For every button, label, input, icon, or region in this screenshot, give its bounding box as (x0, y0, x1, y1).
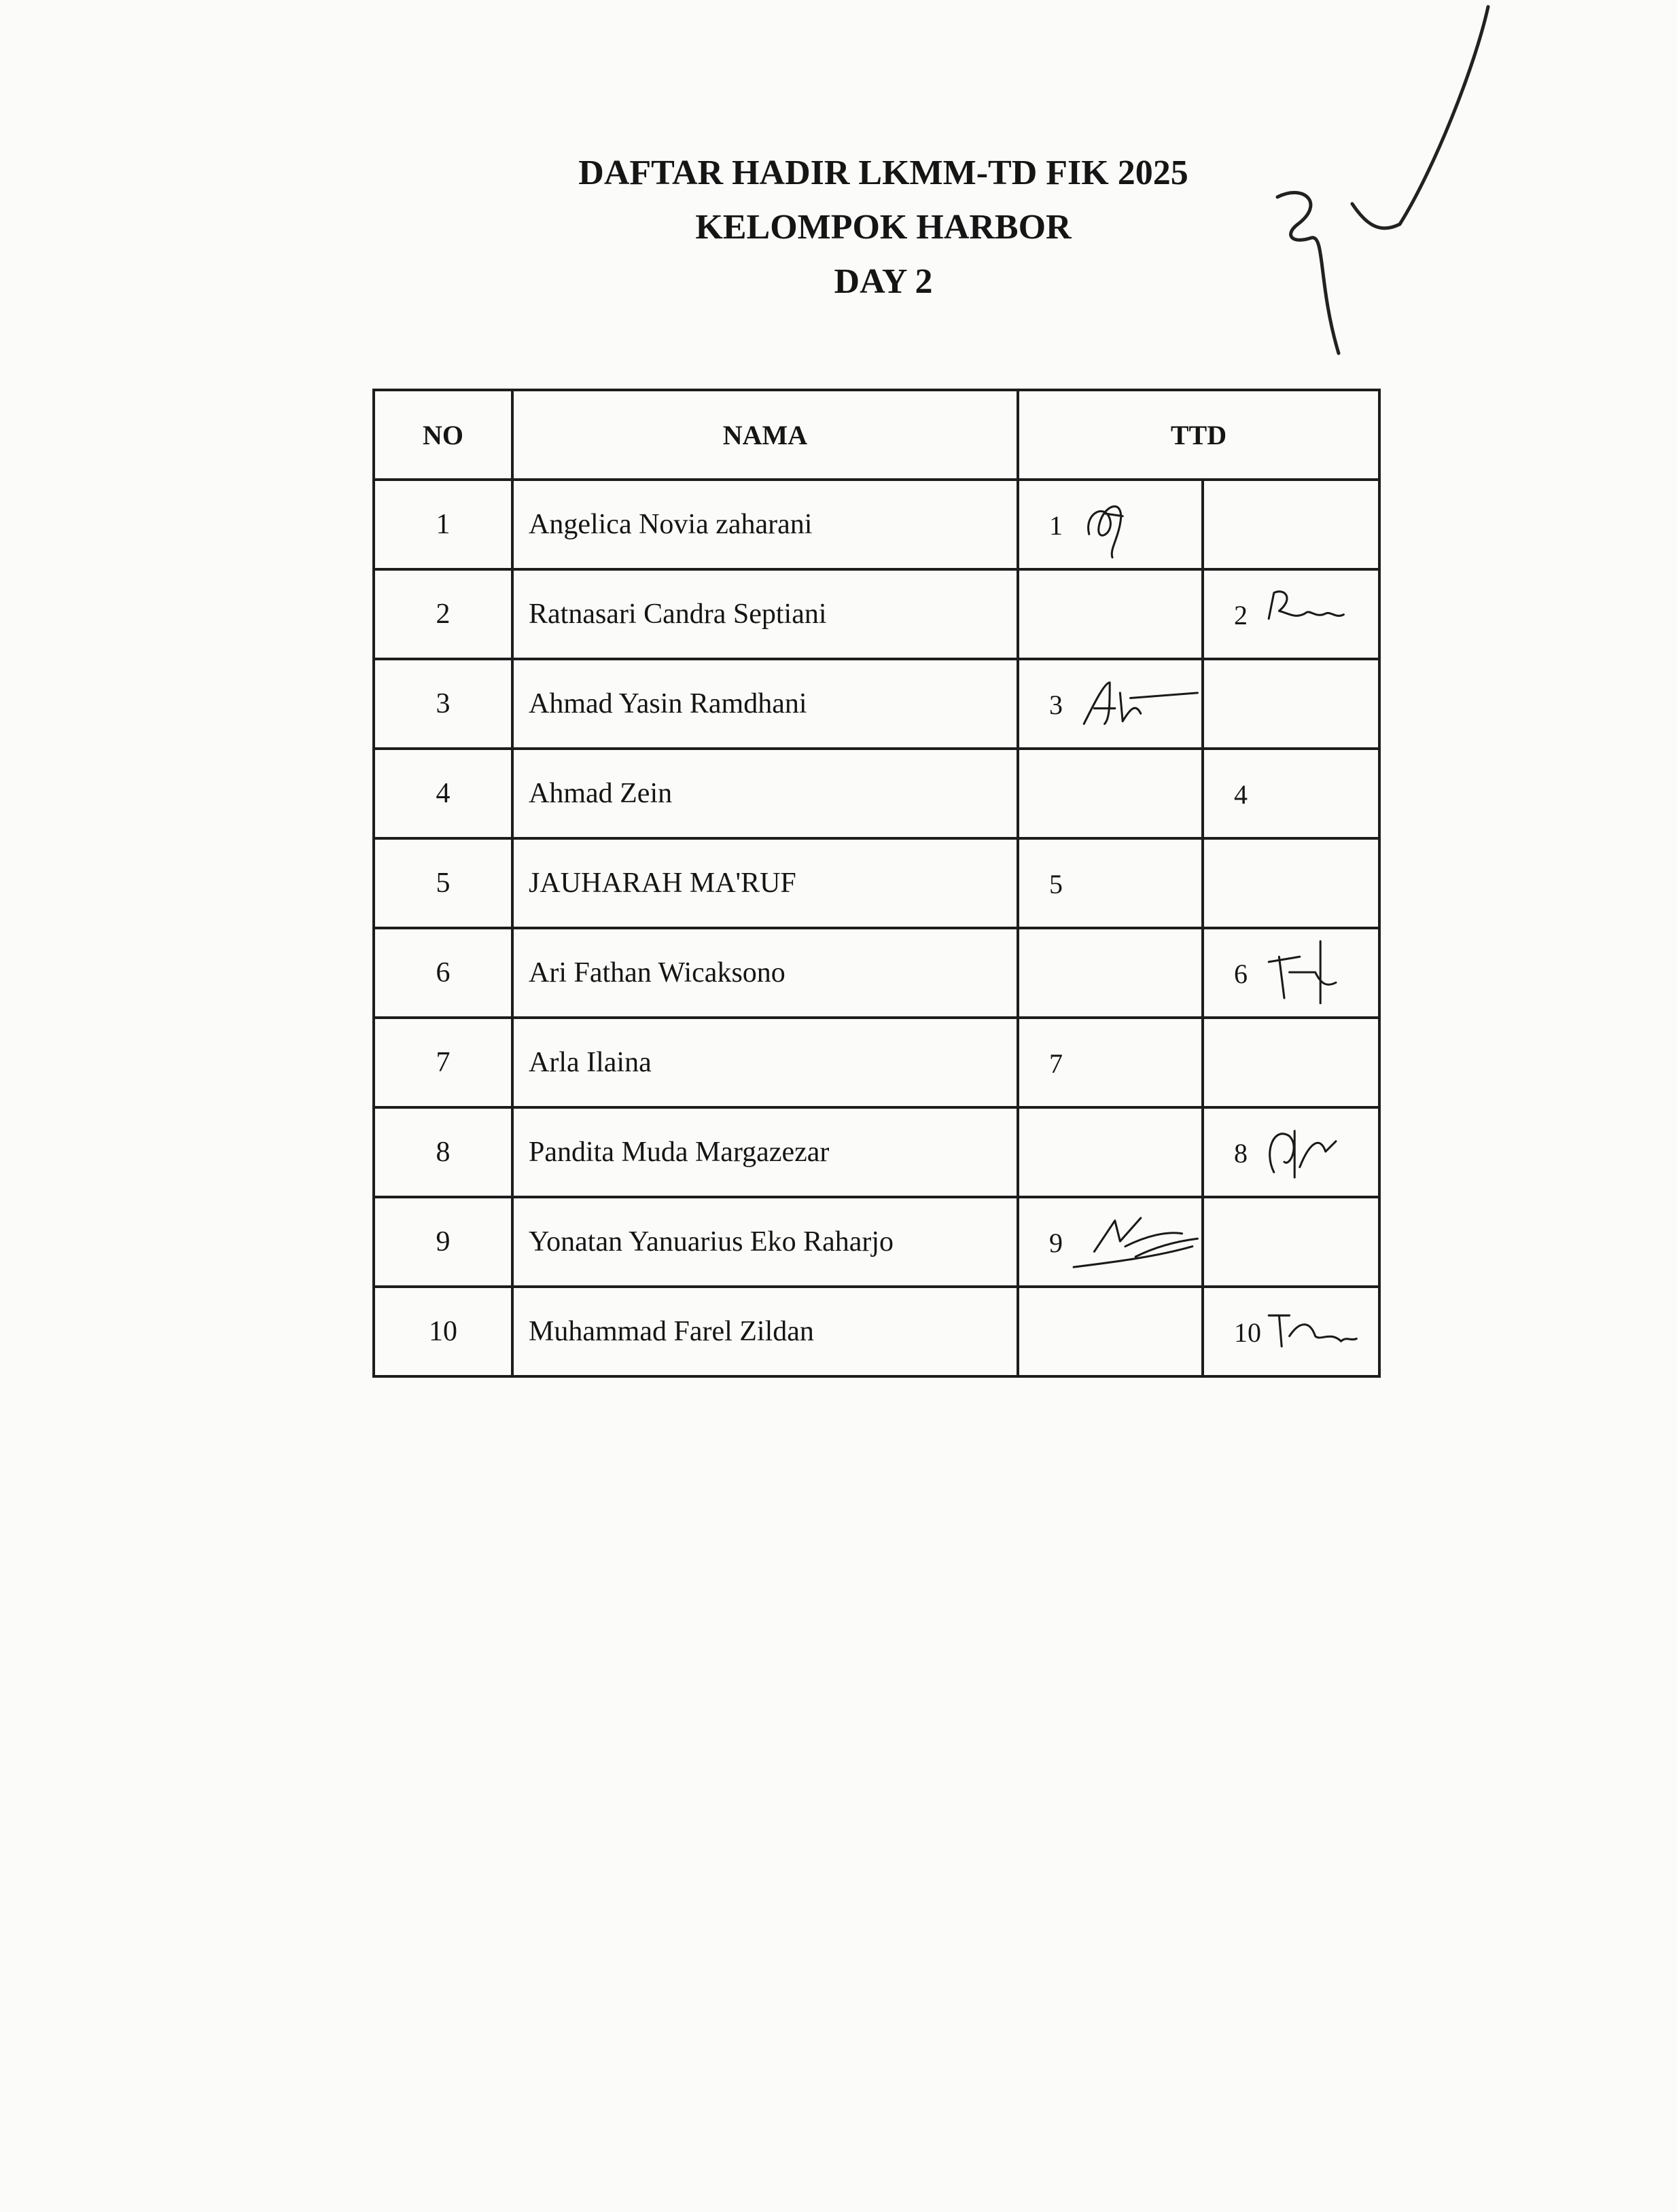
header-ttd: TTD (1018, 390, 1379, 480)
signature-cell-right (1203, 659, 1379, 749)
signature-cell-right (1203, 838, 1379, 928)
signature-number: 5 (1049, 869, 1063, 899)
row-number: 7 (374, 1018, 512, 1107)
row-number: 8 (374, 1107, 512, 1197)
handwritten-signature (1074, 485, 1203, 565)
signature-cell-left (1018, 749, 1203, 838)
participant-name: Muhammad Farel Zildan (512, 1287, 1018, 1376)
signature-number: 7 (1049, 1048, 1063, 1079)
title-line-3: DAY 2 (834, 262, 933, 301)
signature-cell-left (1018, 1197, 1203, 1287)
signature-cell-left (1018, 569, 1203, 659)
signature-number: 6 (1234, 959, 1248, 989)
row-number: 5 (374, 838, 512, 928)
signature-cell-left (1018, 659, 1203, 749)
signature-cell-right (1203, 480, 1379, 569)
participant-name: Ahmad Zein (512, 749, 1018, 838)
signature-number: 2 (1234, 600, 1248, 630)
signature-cell-right (1203, 1197, 1379, 1287)
table-row (374, 838, 1379, 928)
header-no: NO (374, 390, 512, 480)
handwritten-signature (1258, 575, 1388, 655)
participant-name: Yonatan Yanuarius Eko Raharjo (512, 1197, 1018, 1287)
handwritten-signature (1258, 1292, 1388, 1372)
signature-number: 3 (1049, 690, 1063, 720)
row-number: 1 (374, 480, 512, 569)
handwritten-signature (1074, 664, 1203, 745)
table-row (374, 1197, 1379, 1287)
signature-cell-right (1203, 749, 1379, 838)
table-row (374, 928, 1379, 1018)
signature-number: 9 (1049, 1228, 1063, 1258)
signature-cell-left (1018, 838, 1203, 928)
handwritten-signature (1074, 1202, 1203, 1283)
table-row (374, 749, 1379, 838)
participant-name: Arla Ilaina (512, 1018, 1018, 1107)
signature-cell-left (1018, 1018, 1203, 1107)
row-number: 6 (374, 928, 512, 1018)
row-number: 4 (374, 749, 512, 838)
participant-name: JAUHARAH MA'RUF (512, 838, 1018, 928)
participant-name: Pandita Muda Margazezar (512, 1107, 1018, 1197)
participant-name: Ratnasari Candra Septiani (512, 569, 1018, 659)
signature-cell-left (1018, 928, 1203, 1018)
signature-cell-left (1018, 480, 1203, 569)
table-row (374, 569, 1379, 659)
signature-cell-left (1018, 1287, 1203, 1376)
row-number: 3 (374, 659, 512, 749)
title-line-1: DAFTAR HADIR LKMM-TD FIK 2025 (578, 154, 1188, 192)
signature-number: 8 (1234, 1138, 1248, 1169)
title-line-2: KELOMPOK HARBOR (695, 208, 1072, 247)
signature-number: 1 (1049, 510, 1063, 541)
table-row (374, 1018, 1379, 1107)
participant-name: Angelica Novia zaharani (512, 480, 1018, 569)
signature-cell-right (1203, 1107, 1379, 1197)
signature-cell-right (1203, 928, 1379, 1018)
row-number: 9 (374, 1197, 512, 1287)
table-row (374, 480, 1379, 569)
signature-number: 10 (1234, 1317, 1261, 1348)
participant-name: Ahmad Yasin Ramdhani (512, 659, 1018, 749)
signature-cell-right (1203, 1018, 1379, 1107)
table-row (374, 659, 1379, 749)
table-header-row (374, 390, 1379, 480)
attendance-table (372, 389, 1381, 1378)
signature-cell-left (1018, 1107, 1203, 1197)
signature-cell-right (1203, 1287, 1379, 1376)
attendance-table-wrapper (372, 389, 1378, 1367)
handwritten-check-mark (1250, 0, 1508, 380)
participant-name: Ari Fathan Wicaksono (512, 928, 1018, 1018)
signature-cell-right (1203, 569, 1379, 659)
handwritten-signature (1258, 933, 1388, 1014)
table-row (374, 1287, 1379, 1376)
signature-number: 4 (1234, 779, 1248, 810)
row-number: 10 (374, 1287, 512, 1376)
header-nama: NAMA (512, 390, 1018, 480)
row-number: 2 (374, 569, 512, 659)
handwritten-signature (1258, 1113, 1388, 1193)
table-row (374, 1107, 1379, 1197)
document-title (476, 146, 1291, 309)
